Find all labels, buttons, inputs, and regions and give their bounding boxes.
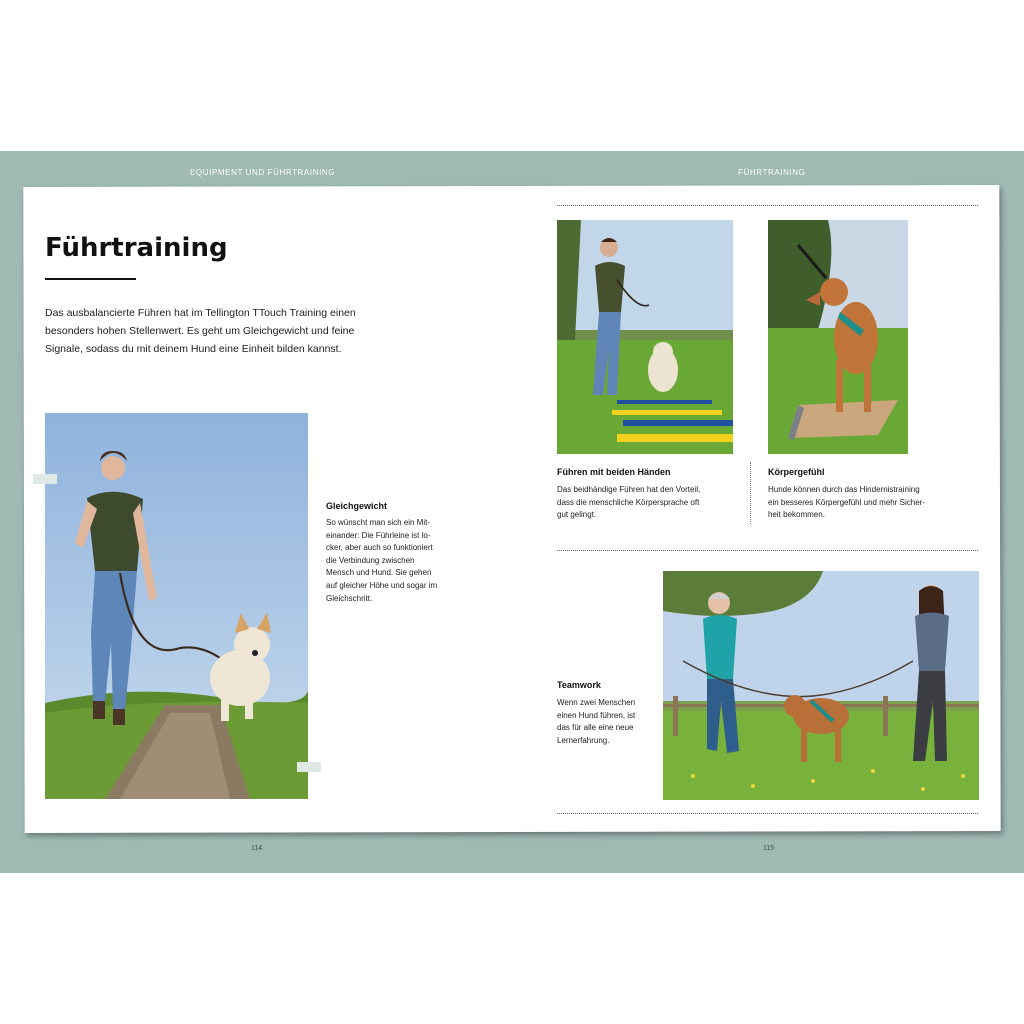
- caption-line: Lernerfahrung.: [557, 735, 610, 745]
- photo-woman-walking-dog: [45, 413, 308, 799]
- photo-teamwork: [663, 571, 979, 800]
- caption-line: cker, aber auch so funktioniert: [326, 543, 433, 553]
- dotted-divider: [557, 205, 978, 206]
- page-tab-marker: [33, 474, 57, 484]
- caption-heading-gleichgewicht: Gleichgewicht: [326, 501, 388, 511]
- dotted-column-divider: [750, 462, 751, 524]
- caption-line: auf gleicher Höhe und sogar im: [326, 580, 438, 590]
- page-number-right: 115: [763, 845, 775, 852]
- caption-line: Wenn zwei Menschen: [557, 698, 636, 707]
- caption-body-koerpergefuehl: [768, 484, 963, 522]
- caption-body-gleichgewicht: [326, 517, 466, 605]
- dotted-divider: [557, 550, 978, 551]
- caption-line: die Verbindung zwischen: [326, 555, 415, 565]
- page-tab-marker: [297, 762, 321, 772]
- title-underline: [45, 278, 136, 280]
- photo-leading-with-both-hands: [557, 220, 733, 454]
- caption-body-teamwork: [557, 697, 657, 747]
- caption-line: gut gelingt.: [557, 510, 597, 520]
- caption-heading-beide-haende: Führen mit beiden Händen: [557, 467, 671, 477]
- dotted-divider: [557, 813, 978, 814]
- running-head-right: FÜHRTRAINING: [738, 168, 806, 177]
- caption-line: Das beidhändige Führen hat den Vorteil,: [557, 485, 701, 494]
- caption-line: Gleichschritt.: [326, 593, 373, 603]
- caption-body-beide-haende: [557, 484, 742, 522]
- caption-line: Hunde können durch das Hindernistraining: [768, 485, 920, 494]
- photo-dog-on-obstacle: [768, 220, 908, 454]
- caption-line: einander: Die Führleine ist lo-: [326, 530, 431, 540]
- caption-line: einen Hund führen, ist: [557, 710, 636, 720]
- page-title: Führtraining: [45, 233, 228, 263]
- caption-line: Mensch und Hund. Sie gehen: [326, 568, 432, 578]
- page-number-left: 114: [251, 845, 263, 852]
- caption-line: dass die menschliche Körpersprache oft: [557, 497, 700, 507]
- caption-heading-teamwork: Teamwork: [557, 680, 601, 690]
- caption-heading-koerpergefuehl: Körpergefühl: [768, 467, 825, 477]
- caption-line: heit bekommen.: [768, 510, 825, 520]
- caption-line: ein besseres Körpergefühl und mehr Sicher-: [768, 497, 925, 507]
- caption-line: So wünscht man sich ein Mit-: [326, 518, 431, 527]
- running-head-left: EQUIPMENT UND FÜHRTRAINING: [190, 168, 336, 177]
- intro-paragraph: Das ausbalancierte Führen hat im Tellington TTouch Training einen besonders hohen Stellenwert. Es geht um Gleichgewicht und feine Signale, sodass du mit deinem Hund eine Einheit bilden kannst.: [45, 307, 356, 355]
- caption-line: das für alle eine neue: [557, 723, 634, 733]
